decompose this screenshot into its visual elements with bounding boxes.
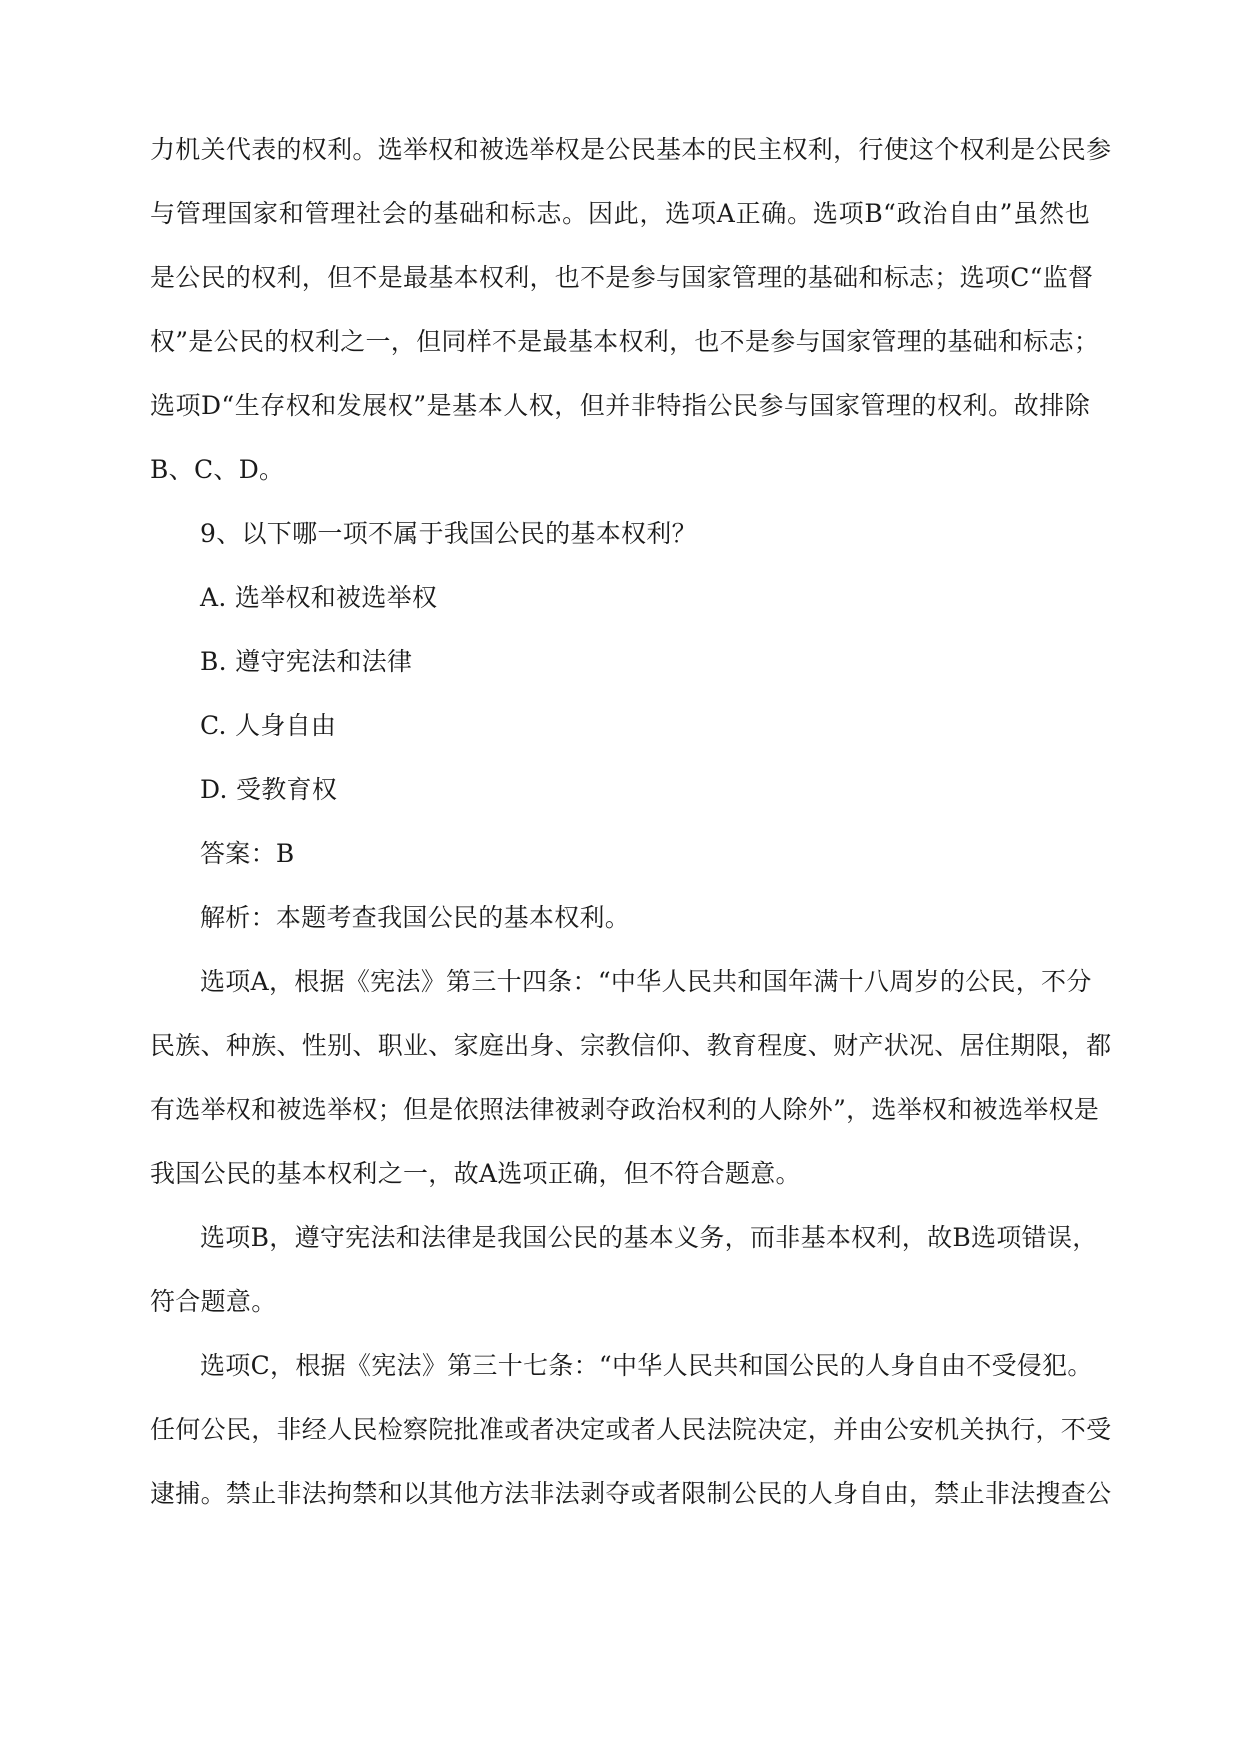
paragraph-line: 有选举权和被选举权；但是依照法律被剥夺政治权利的人除外”，选举权和被选举权是 [150, 1095, 1100, 1124]
option-a: A. 选举权和被选举权 [200, 583, 438, 612]
paragraph-line: 选项C，根据《宪法》第三十七条：“中华人民共和国公民的人身自由不受侵犯。 [200, 1351, 1093, 1380]
paragraph-line: 权”是公民的权利之一，但同样不是最基本权利，也不是参与国家管理的基础和标志； [150, 327, 1100, 356]
analysis-title: 解析：本题考查我国公民的基本权利。 [200, 903, 631, 932]
option-d: D. 受教育权 [200, 775, 338, 804]
paragraph-line: 与管理国家和管理社会的基础和标志。因此，选项A正确。选项B“政治自由”虽然也 [150, 199, 1090, 228]
answer: 答案：B [200, 839, 295, 868]
paragraph-line: B、C、D。 [150, 455, 285, 484]
paragraph-line: 民族、种族、性别、职业、家庭出身、宗教信仰、教育程度、财产状况、居住期限，都 [150, 1031, 1112, 1060]
paragraph-line: 选项B，遵守宪法和法律是我国公民的基本义务，而非基本权利，故B选项错误， [200, 1223, 1098, 1252]
paragraph-line: 我国公民的基本权利之一，故A选项正确，但不符合题意。 [150, 1159, 801, 1188]
option-b: B. 遵守宪法和法律 [200, 647, 413, 676]
paragraph-line: 逮捕。禁止非法拘禁和以其他方法非法剥夺或者限制公民的人身自由，禁止非法搜查公 [150, 1479, 1112, 1508]
paragraph-line: 选项D“生存权和发展权”是基本人权，但并非特指公民参与国家管理的权利。故排除 [150, 391, 1090, 420]
paragraph-line: 任何公民，非经人民检察院批准或者决定或者人民法院决定，并由公安机关执行，不受 [150, 1415, 1112, 1444]
paragraph-line: 选项A，根据《宪法》第三十四条：“中华人民共和国年满十八周岁的公民，不分 [200, 967, 1092, 996]
option-c: C. 人身自由 [200, 711, 337, 740]
paragraph-line: 力机关代表的权利。选举权和被选举权是公民基本的民主权利，行使这个权利是公民参 [150, 135, 1112, 164]
paragraph-line: 符合题意。 [150, 1287, 277, 1316]
question-title: 9、以下哪一项不属于我国公民的基本权利？ [200, 519, 697, 548]
paragraph-line: 是公民的权利，但不是最基本权利，也不是参与国家管理的基础和标志；选项C“监督 [150, 263, 1094, 292]
